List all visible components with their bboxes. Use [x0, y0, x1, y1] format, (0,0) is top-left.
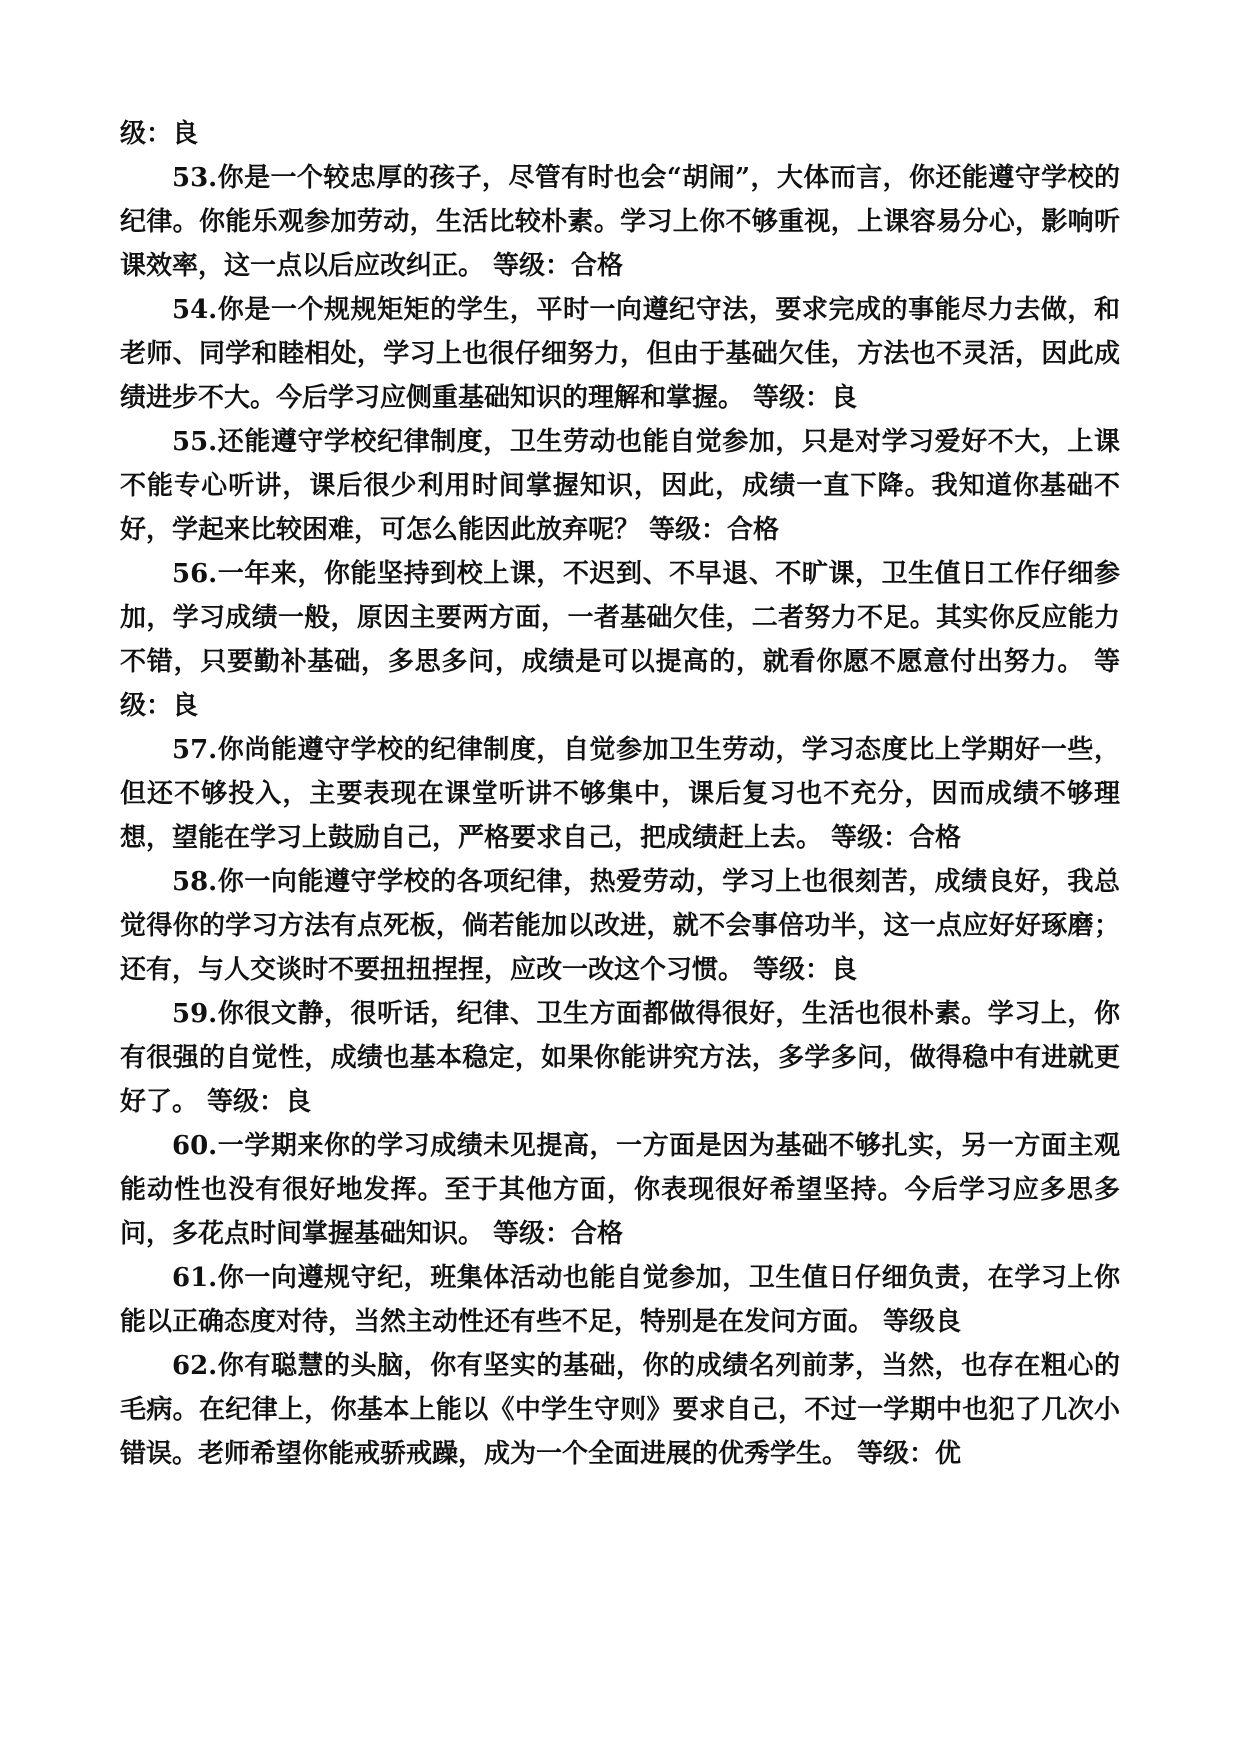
comment-58: 58.你一向能遵守学校的各项纪律，热爱劳动，学习上也很刻苦，成绩良好，我总觉得你的学习方法有点死板，倘若能加以改进，就不会事倍功半，这一点应好好琢磨；还有，与人交谈时不要扭扭捏捏，应改一改这个习惯。 等级：良 — [120, 867, 1120, 985]
comment-54: 54.你是一个规规矩矩的学生，平时一向遵纪守法，要求完成的事能尽力去做，和老师、同学和睦相处，学习上也很仔细努力，但由于基础欠佳，方法也不灵活，因此成绩进步不大。今后学习应侧重基础知识的理解和掌握。 等级：良 — [120, 295, 1120, 413]
document-page — [120, 112, 1120, 1476]
comment-55: 55.还能遵守学校纪律制度，卫生劳动也能自觉参加，只是对学习爱好不大，上课不能专心听讲，课后很少利用时间掌握知识，因此，成绩一直下降。我知道你基础不好，学起来比较困难，可怎么能因此放弃呢？ 等级：合格 — [120, 427, 1120, 545]
comment-53: 53.你是一个较忠厚的孩子，尽管有时也会“胡闹”，大体而言，你还能遵守学校的纪律。你能乐观参加劳动，生活比较朴素。学习上你不够重视，上课容易分心，影响听课效率，这一点以后应改纠正。 等级：合格 — [120, 163, 1120, 281]
comment-61: 61.你一向遵规守纪，班集体活动也能自觉参加，卫生值日仔细负责，在学习上你能以正确态度对待，当然主动性还有些不足，特别是在发问方面。 等级良 — [120, 1263, 1120, 1337]
comment-59: 59.你很文静，很听话，纪律、卫生方面都做得很好，生活也很朴素。学习上，你有很强的自觉性，成绩也基本稳定，如果你能讲究方法，多学多问，做得稳中有进就更好了。 等级：良 — [120, 999, 1120, 1117]
comment-62: 62.你有聪慧的头脑，你有坚实的基础，你的成绩名列前茅，当然，也存在粗心的毛病。在纪律上，你基本上能以《中学生守则》要求自己，不过一学期中也犯了几次小错误。老师希望你能戒骄戒躁，成为一个全面进展的优秀学生。 等级：优 — [120, 1351, 1120, 1469]
continued-grade-line: 级：良 — [120, 119, 199, 149]
comment-60: 60.一学期来你的学习成绩未见提高，一方面是因为基础不够扎实，另一方面主观能动性也没有很好地发挥。至于其他方面，你表现很好希望坚持。今后学习应多思多问，多花点时间掌握基础知识。 等级：合格 — [120, 1131, 1120, 1249]
comment-56: 56.一年来，你能坚持到校上课，不迟到、不早退、不旷课，卫生值日工作仔细参加，学习成绩一般，原因主要两方面，一者基础欠佳，二者努力不足。其实你反应能力不错，只要勤补基础，多思多问，成绩是可以提高的，就看你愿不愿意付出努力。 等级：良 — [120, 559, 1120, 721]
comment-57: 57.你尚能遵守学校的纪律制度，自觉参加卫生劳动，学习态度比上学期好一些，但还不够投入，主要表现在课堂听讲不够集中，课后复习也不充分，因而成绩不够理想，望能在学习上鼓励自己，严格要求自己，把成绩赶上去。 等级：合格 — [120, 735, 1120, 853]
